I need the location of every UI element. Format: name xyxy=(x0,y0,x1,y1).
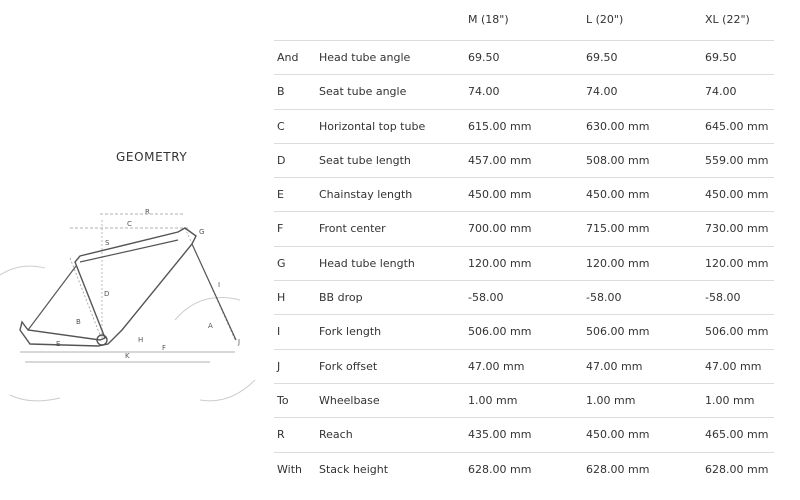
row-name: Horizontal top tube xyxy=(319,119,426,133)
value-m: 1.00 mm xyxy=(468,393,518,407)
label-c: C xyxy=(127,220,132,228)
value-xl: 1.00 mm xyxy=(705,393,755,407)
label-i: I xyxy=(218,281,221,289)
table-row xyxy=(274,314,774,348)
row-code: C xyxy=(277,119,285,133)
table-row xyxy=(274,452,774,486)
value-m: -58.00 xyxy=(468,291,504,305)
row-code: To xyxy=(277,393,289,407)
row-code: With xyxy=(277,462,302,476)
value-l: 74.00 xyxy=(586,85,618,99)
column-m: M (18") xyxy=(468,13,509,26)
geometry-panel xyxy=(0,0,270,500)
row-name: Head tube angle xyxy=(319,51,411,64)
label-k: K xyxy=(125,352,130,360)
value-xl: 69.50 xyxy=(705,51,737,64)
table-row xyxy=(274,417,774,451)
value-l: 450.00 mm xyxy=(586,428,650,442)
table-row xyxy=(274,143,774,177)
value-m: 450.00 mm xyxy=(468,188,532,202)
value-m: 615.00 mm xyxy=(468,119,532,133)
row-code: H xyxy=(277,291,286,305)
value-m: 457.00 mm xyxy=(468,153,532,167)
value-l: 506.00 mm xyxy=(586,325,650,339)
row-name: Seat tube angle xyxy=(319,85,407,99)
value-xl: 465.00 mm xyxy=(705,428,769,442)
value-m: 435.00 mm xyxy=(468,428,532,442)
value-xl: 506.00 mm xyxy=(705,325,769,339)
column-l: L (20") xyxy=(586,13,624,26)
value-l: 508.00 mm xyxy=(586,153,650,167)
label-a: A xyxy=(208,322,213,330)
value-m: 47.00 mm xyxy=(468,359,525,373)
value-l: 120.00 mm xyxy=(586,256,650,270)
value-l: 1.00 mm xyxy=(586,393,636,407)
value-l: 630.00 mm xyxy=(586,119,650,133)
value-l: 715.00 mm xyxy=(586,222,650,236)
row-code: B xyxy=(277,85,285,99)
row-code: R xyxy=(277,428,285,442)
table-header xyxy=(274,0,774,40)
table-row xyxy=(274,40,774,74)
row-name: BB drop xyxy=(319,291,363,305)
label-r: R xyxy=(145,208,150,216)
value-m: 700.00 mm xyxy=(468,222,532,236)
value-xl: -58.00 xyxy=(705,291,741,305)
row-name: Head tube length xyxy=(319,256,415,270)
label-g: G xyxy=(199,228,205,236)
row-name: Reach xyxy=(319,428,353,442)
value-m: 628.00 mm xyxy=(468,462,532,476)
table-row xyxy=(274,383,774,417)
label-h: H xyxy=(138,336,144,344)
row-code: D xyxy=(277,153,286,167)
label-e: E xyxy=(56,340,61,348)
row-name: Seat tube length xyxy=(319,153,411,167)
row-code: And xyxy=(277,51,299,64)
value-xl: 730.00 mm xyxy=(705,222,769,236)
row-name: Chainstay length xyxy=(319,188,413,202)
table-row xyxy=(274,109,774,143)
table-body xyxy=(274,40,774,486)
row-code: J xyxy=(277,359,281,373)
label-b: B xyxy=(76,318,81,326)
label-d: D xyxy=(104,290,110,298)
value-xl: 628.00 mm xyxy=(705,462,769,476)
label-f: F xyxy=(162,344,167,352)
value-xl: 120.00 mm xyxy=(705,256,769,270)
table-row xyxy=(274,349,774,383)
row-name: Stack height xyxy=(319,462,389,476)
row-code: G xyxy=(277,256,286,270)
row-name: Wheelbase xyxy=(319,393,380,407)
row-code: I xyxy=(277,325,281,339)
value-xl: 559.00 mm xyxy=(705,153,769,167)
value-m: 74.00 xyxy=(468,85,500,99)
value-l: 628.00 mm xyxy=(586,462,650,476)
column-xl: XL (22") xyxy=(705,13,750,26)
row-name: Fork offset xyxy=(319,359,378,373)
table-row xyxy=(274,74,774,108)
bike-geometry-diagram xyxy=(0,200,270,410)
value-m: 69.50 xyxy=(468,51,500,64)
geometry-table xyxy=(274,0,774,486)
geometry-title: GEOMETRY xyxy=(116,150,188,164)
table-row xyxy=(274,280,774,314)
value-xl: 450.00 mm xyxy=(705,188,769,202)
row-code: F xyxy=(277,222,284,236)
value-xl: 74.00 xyxy=(705,85,737,99)
value-m: 120.00 mm xyxy=(468,256,532,270)
row-code: E xyxy=(277,188,284,202)
label-j: J xyxy=(238,338,241,346)
row-name: Front center xyxy=(319,222,386,236)
label-s: S xyxy=(105,239,110,247)
table-row xyxy=(274,246,774,280)
value-m: 506.00 mm xyxy=(468,325,532,339)
value-l: 450.00 mm xyxy=(586,188,650,202)
row-name: Fork length xyxy=(319,325,382,339)
value-xl: 47.00 mm xyxy=(705,359,762,373)
value-xl: 645.00 mm xyxy=(705,119,769,133)
table-row xyxy=(274,211,774,245)
value-l: -58.00 xyxy=(586,291,622,305)
table-row xyxy=(274,177,774,211)
value-l: 47.00 mm xyxy=(586,359,643,373)
value-l: 69.50 xyxy=(586,51,618,64)
